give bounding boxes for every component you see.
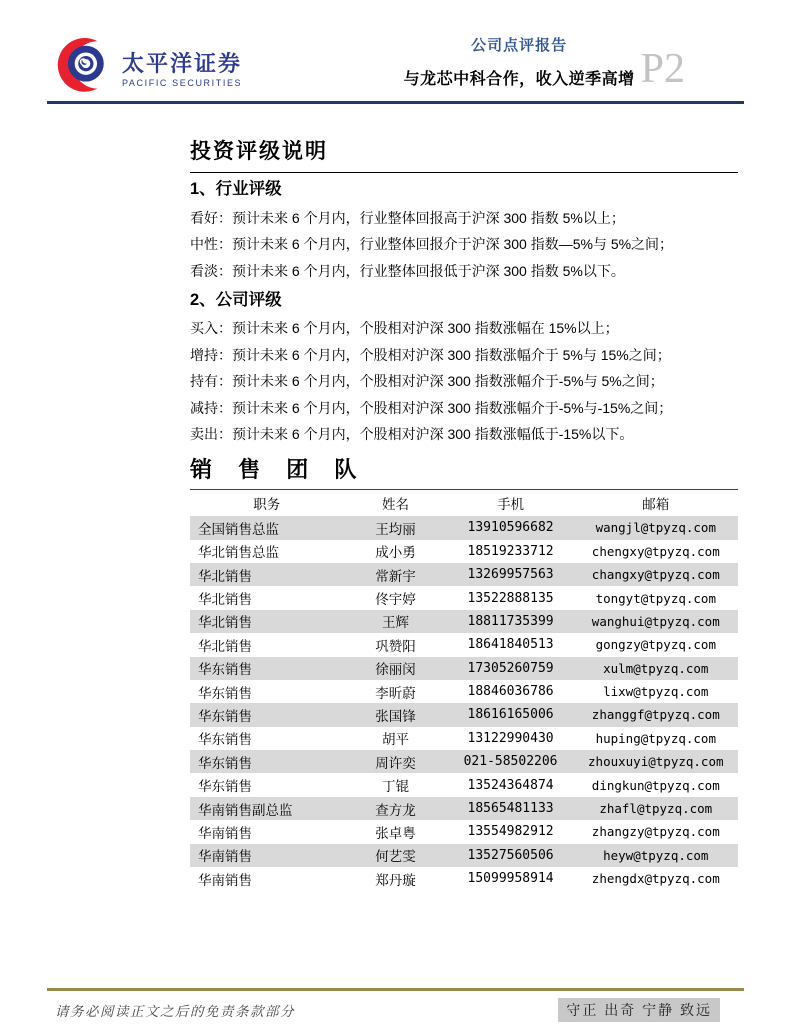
cell-email: lixw@tpyzq.com xyxy=(603,684,709,700)
cell-role: 华东销售 xyxy=(198,755,252,771)
cell-name: 张卓粤 xyxy=(375,825,416,841)
cell-name: 张国锋 xyxy=(375,708,416,724)
company-rating-line: 减持：预计未来 6 个月内，个股相对沪深 300 指数涨幅介于-5%与-15%之间； xyxy=(190,399,673,416)
cell-role: 华东销售 xyxy=(198,779,252,795)
table-row xyxy=(190,844,738,867)
cell-name: 胡平 xyxy=(381,732,409,748)
page-number-label: P2 xyxy=(640,46,685,92)
company-rating-line: 持有：预计未来 6 个月内，个股相对沪深 300 指数涨幅介于-5%与 5%之间； xyxy=(190,373,664,390)
cell-email: wangjl@tpyzq.com xyxy=(595,520,716,536)
table-row xyxy=(190,867,738,890)
report-type-label: 公司点评报告 xyxy=(471,37,568,54)
cell-role: 华南销售 xyxy=(198,825,252,841)
industry-rating-line: 中性：预计未来 6 个月内，行业整体回报介于沪深 300 指数—5%与 5%之间； xyxy=(190,236,674,253)
column-header-phone: 手机 xyxy=(497,497,525,513)
page-header xyxy=(0,0,791,104)
cell-role: 华东销售 xyxy=(198,685,252,701)
cell-role: 华南销售 xyxy=(198,849,252,865)
cell-email: zhafl@tpyzq.com xyxy=(599,801,713,817)
table-row xyxy=(190,750,738,773)
cell-email: dingkun@tpyzq.com xyxy=(591,777,720,793)
cell-role: 华南销售副总监 xyxy=(198,802,293,818)
table-row xyxy=(190,516,738,539)
industry-rating-line: 看好：预计未来 6 个月内，行业整体回报高于沪深 300 指数 5%以上； xyxy=(190,209,625,226)
table-body xyxy=(190,516,738,890)
cell-phone: 13554982912 xyxy=(467,824,554,840)
cell-role: 华北销售总监 xyxy=(198,545,279,561)
cell-phone: 18641840513 xyxy=(467,637,554,653)
cell-role: 华东销售 xyxy=(198,662,252,678)
cell-name: 丁锟 xyxy=(381,779,409,795)
cell-email: gongzy@tpyzq.com xyxy=(595,637,716,653)
cell-name: 徐丽闵 xyxy=(375,662,416,678)
company-rating-line: 买入：预计未来 6 个月内，个股相对沪深 300 指数涨幅在 15%以上； xyxy=(190,320,619,337)
cell-email: chengxy@tpyzq.com xyxy=(591,543,720,559)
table-row xyxy=(190,727,738,750)
cell-phone: 13269957563 xyxy=(467,567,554,583)
table-row xyxy=(190,680,738,703)
cell-role: 华北销售 xyxy=(198,592,252,608)
rating-section-title: 投资评级说明 xyxy=(190,138,738,173)
sales-team-table xyxy=(190,490,738,890)
cell-name: 佟宇婷 xyxy=(375,592,416,608)
cell-email: heyw@tpyzq.com xyxy=(603,847,709,863)
cell-role: 华北销售 xyxy=(198,638,252,654)
cell-name: 巩赞阳 xyxy=(375,638,416,654)
company-rating-line: 卖出：预计未来 6 个月内，个股相对沪深 300 指数涨幅低于-15%以下。 xyxy=(190,426,634,443)
logo-name-en: PACIFIC SECURITIES xyxy=(122,78,243,89)
cell-name: 王均丽 xyxy=(375,521,416,537)
cell-name: 常新宇 xyxy=(375,568,416,584)
table-row xyxy=(190,540,738,563)
column-header-name: 姓名 xyxy=(381,497,409,513)
table-row xyxy=(190,610,738,633)
cell-phone: 13122990430 xyxy=(467,730,554,746)
cell-role: 华北销售 xyxy=(198,615,252,631)
table-row xyxy=(190,820,738,843)
company-rating-heading: 2、公司评级 xyxy=(190,291,282,309)
column-header-email: 邮箱 xyxy=(642,497,670,513)
cell-email: wanghui@tpyzq.com xyxy=(591,613,720,629)
table-row xyxy=(190,773,738,796)
cell-email: xulm@tpyzq.com xyxy=(603,660,709,676)
cell-name: 王辉 xyxy=(381,615,409,631)
cell-email: changxy@tpyzq.com xyxy=(591,567,720,583)
company-rating-line: 增持：预计未来 6 个月内，个股相对沪深 300 指数涨幅介于 5%与 15%之间； xyxy=(190,346,671,363)
cell-role: 华南销售 xyxy=(198,872,252,888)
table-row xyxy=(190,563,738,586)
footer-disclaimer: 请务必阅读正文之后的免责条款部分 xyxy=(55,1004,295,1019)
cell-email: zhangzy@tpyzq.com xyxy=(591,824,720,840)
sales-team-title: 销 售 团 队 xyxy=(190,455,738,490)
pacific-securities-logo-icon xyxy=(50,26,114,100)
cell-phone: 021-58502206 xyxy=(463,754,558,770)
cell-role: 华东销售 xyxy=(198,732,252,748)
cell-phone: 15099958914 xyxy=(467,871,554,887)
cell-role: 华东销售 xyxy=(198,708,252,724)
cell-phone: 18811735399 xyxy=(467,613,554,629)
table-row xyxy=(190,797,738,820)
main-content xyxy=(190,138,738,890)
cell-name: 李昕蔚 xyxy=(375,685,416,701)
cell-phone: 13524364874 xyxy=(467,777,554,793)
cell-phone: 13527560506 xyxy=(467,847,554,863)
header-divider-rule xyxy=(47,101,744,104)
header-right-block xyxy=(404,34,685,90)
report-title: 与龙芯中科合作，收入逆季高增 xyxy=(403,71,635,88)
cell-name: 何艺雯 xyxy=(375,849,416,865)
cell-role: 全国销售总监 xyxy=(198,521,279,537)
table-row xyxy=(190,703,738,726)
industry-rating-heading: 1、行业评级 xyxy=(190,180,282,199)
cell-phone: 18519233712 xyxy=(467,543,554,559)
table-row xyxy=(190,657,738,680)
cell-email: zhengdx@tpyzq.com xyxy=(591,871,720,887)
cell-name: 郑丹璇 xyxy=(375,872,416,888)
cell-email: zhanggf@tpyzq.com xyxy=(591,707,720,723)
cell-email: zhouxuyi@tpyzq.com xyxy=(588,754,724,770)
industry-rating-line: 看淡：预计未来 6 个月内，行业整体回报低于沪深 300 指数 5%以下。 xyxy=(190,262,625,279)
cell-phone: 18846036786 xyxy=(467,684,554,700)
table-row xyxy=(190,633,738,656)
cell-phone: 17305260759 xyxy=(467,660,554,676)
logo-text-block xyxy=(122,52,242,88)
cell-name: 查方龙 xyxy=(375,802,416,818)
logo-name-cn: 太平洋证券 xyxy=(122,50,243,76)
cell-name: 周许奕 xyxy=(375,755,416,771)
cell-phone: 13910596682 xyxy=(467,520,554,536)
footer-motto: 守正 出奇 宁静 致远 xyxy=(558,998,720,1022)
cell-email: tongyt@tpyzq.com xyxy=(595,590,716,606)
table-row xyxy=(190,586,738,609)
cell-phone: 18565481133 xyxy=(467,801,554,817)
header-titles xyxy=(404,34,635,89)
cell-role: 华北销售 xyxy=(198,568,252,584)
cell-email: huping@tpyzq.com xyxy=(595,730,716,746)
cell-name: 成小勇 xyxy=(375,545,416,561)
table-header-row xyxy=(190,490,738,516)
sales-team-section xyxy=(190,455,738,890)
column-header-role: 职务 xyxy=(253,497,281,513)
company-logo xyxy=(50,26,242,100)
footer-divider-rule xyxy=(47,988,744,991)
cell-phone: 18616165006 xyxy=(467,707,554,723)
cell-phone: 13522888135 xyxy=(467,590,554,606)
